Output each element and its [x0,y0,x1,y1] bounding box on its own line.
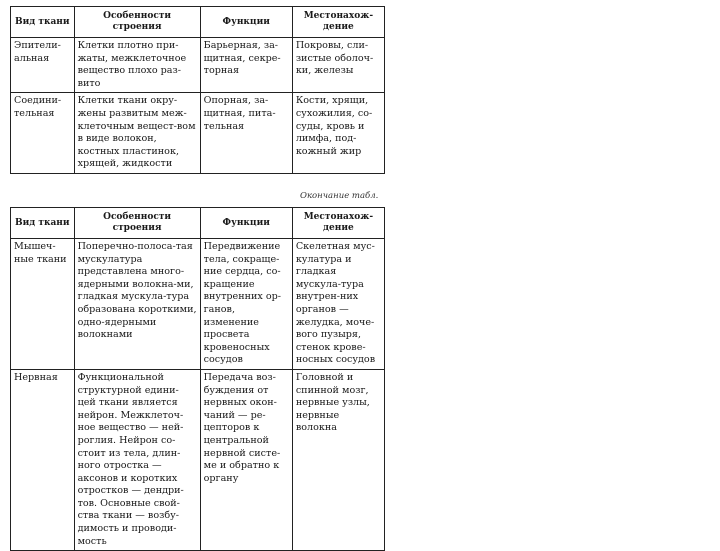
cell-functions: Передвижение тела, сокраще-ние сердца, со-кращение внутренних ор-ганов, изменение просвета кровеносных сосудов [200,239,292,370]
table-row [11,38,385,93]
cell-tissue-type: Соедини-тельная [11,93,75,174]
table-row [11,93,385,174]
header-tissue-type: Вид ткани [11,7,75,38]
cell-functions: Передача воз-буждения от нервных окон-чаний — ре-цепторов к центральной нервной систе-ме и обратно к органу [200,369,292,550]
header-structure: Особенности строения [74,208,200,239]
cell-structure: Клетки ткани окру-жены развитым меж-клеточным вещест-вом в виде волокон, костных пластинок, хрящей, жидкости [74,93,200,174]
tissue-table-part1 [10,6,385,174]
cell-functions: Барьерная, за-щитная, секре-торная [200,38,292,93]
cell-location: Скелетная мус-кулатура и гладкая мускула-тура внутрен-них органов — желудка, моче-вого пузыря, стенок крове-носных сосудов [292,239,384,370]
cell-structure: Клетки плотно при-жаты, межклеточное вещество плохо раз-вито [74,38,200,93]
cell-tissue-type: Нервная [11,369,75,550]
header-location: Местонахож-дение [292,7,384,38]
table-row [11,369,385,550]
header-structure: Особенности строения [74,7,200,38]
header-functions: Функции [200,7,292,38]
header-tissue-type: Вид ткани [11,208,75,239]
cell-location: Кости, хрящи, сухожилия, со-суды, кровь и лимфа, под-кожный жир [292,93,384,174]
table-row [11,239,385,370]
header-location: Местонахож-дение [292,208,384,239]
cell-location: Покровы, сли-зистые оболоч-ки, железы [292,38,384,93]
cell-location: Головной и спинной мозг, нервные узлы, нервные волокна [292,369,384,550]
table-header-row [11,208,385,239]
table-header-row [11,7,385,38]
cell-tissue-type: Эпители-альная [11,38,75,93]
cell-structure: Функциональной структурной едини-цей ткани является нейрон. Межклеточ-ное вещество — ней-роглия. Нейрон со-стоит из тела, длин-ного отростка — аксонов и коротких отростков — дендри-тов. Основные свой-ства ткани — возбу-димость и проводи-мость [74,369,200,550]
cell-tissue-type: Мышеч-ные ткани [11,239,75,370]
cell-structure: Поперечно-полоса-тая мускулатура представлена много-ядерными волокна-ми, гладкая мускула-тура образована короткими, одно-ядерными волокнами [74,239,200,370]
cell-functions: Опорная, за-щитная, пита-тельная [200,93,292,174]
tissue-table-part2 [10,207,385,551]
header-functions: Функции [200,208,292,239]
continuation-note: Окончание табл. [300,191,379,201]
